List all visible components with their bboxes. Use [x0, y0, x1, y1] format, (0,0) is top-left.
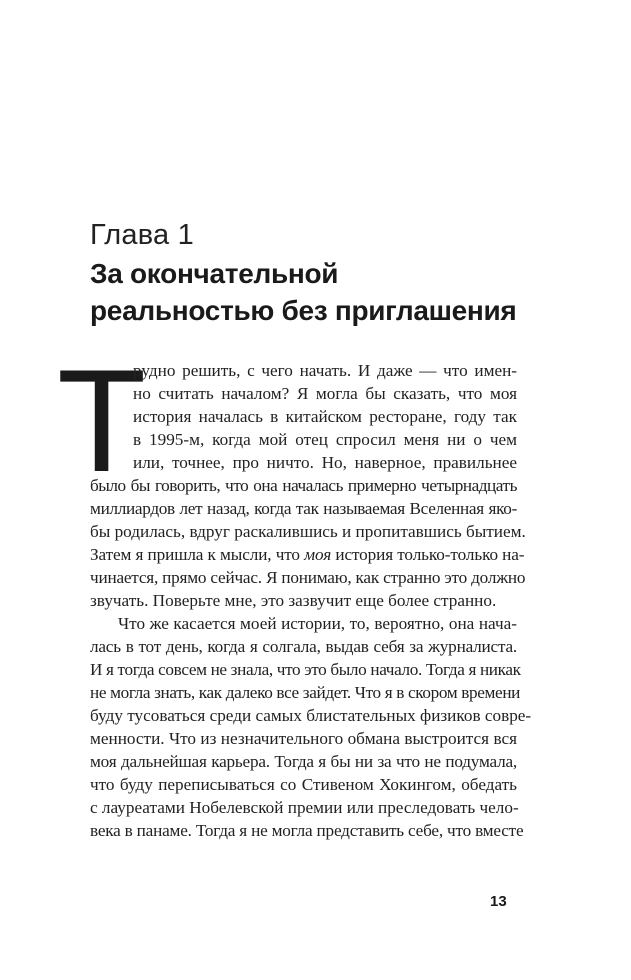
- drop-cap: Т: [57, 339, 147, 502]
- body-line: лась в тот день, когда я солгала, выдав себя за журналиста.: [90, 637, 517, 656]
- body-line: моя дальнейшая карьера. Тогда я бы ни за что не подумала,: [90, 752, 517, 771]
- chapter-title: [90, 255, 516, 329]
- body-line: Что же касается моей истории, то, вероятно, она нача-: [118, 614, 517, 633]
- body-line: И я тогда совсем не знала, что это было начало. Тогда я никак: [90, 660, 521, 679]
- body-line: менности. Что из незначительного обмана выстроится вся: [90, 729, 517, 748]
- chapter-title-line-2: реальностью без приглашения: [90, 295, 517, 326]
- body-line: история началась в китайском ресторане, году так: [133, 407, 517, 426]
- body-line: но считать началом? Я могла бы сказать, что моя: [133, 384, 517, 403]
- body-line: [90, 544, 525, 566]
- body-line: не могла знать, как далеко все зайдет. Что я в скором времени: [90, 683, 521, 702]
- body-line: с лауреатами Нобелевской премии или преследовать чело-: [90, 798, 519, 817]
- body-line: буду тусоваться среди самых блистательных физиков совре-: [90, 706, 532, 725]
- body-line: века в панаме. Тогда я не могла представить себе, что вместе: [90, 821, 524, 840]
- body-emphasis: моя: [304, 545, 332, 564]
- page-number: 13: [490, 893, 507, 910]
- body-line: или, точнее, про ничто. Но, наверное, правильнее: [133, 453, 517, 472]
- chapter-title-line-1: За окончательной: [90, 258, 339, 289]
- body-line: что буду переписываться со Стивеном Хокингом, обедать: [90, 775, 517, 794]
- body-line: миллиардов лет назад, когда так называемая Вселенная яко-: [90, 499, 517, 518]
- body-line: звучать. Поверьте мне, это зазвучит еще более странно.: [90, 591, 497, 610]
- body-line: чинается, прямо сейчас. Я понимаю, как странно это должно: [90, 568, 526, 587]
- body-line-text: история только-только на-: [331, 545, 525, 564]
- body-line: бы родилась, вдруг раскалившись и пропитавшись бытием.: [90, 522, 526, 541]
- chapter-label: Глава 1: [90, 219, 194, 251]
- body-line: рудно решить, с чего начать. И даже — что имен-: [133, 361, 517, 380]
- body-line-text: Затем я пришла к мысли, что: [90, 545, 305, 564]
- body-line: было бы говорить, что она началась примерно четырнадцать: [90, 476, 517, 495]
- body-line: в 1995-м, когда мой отец спросил меня ни о чем: [133, 430, 517, 449]
